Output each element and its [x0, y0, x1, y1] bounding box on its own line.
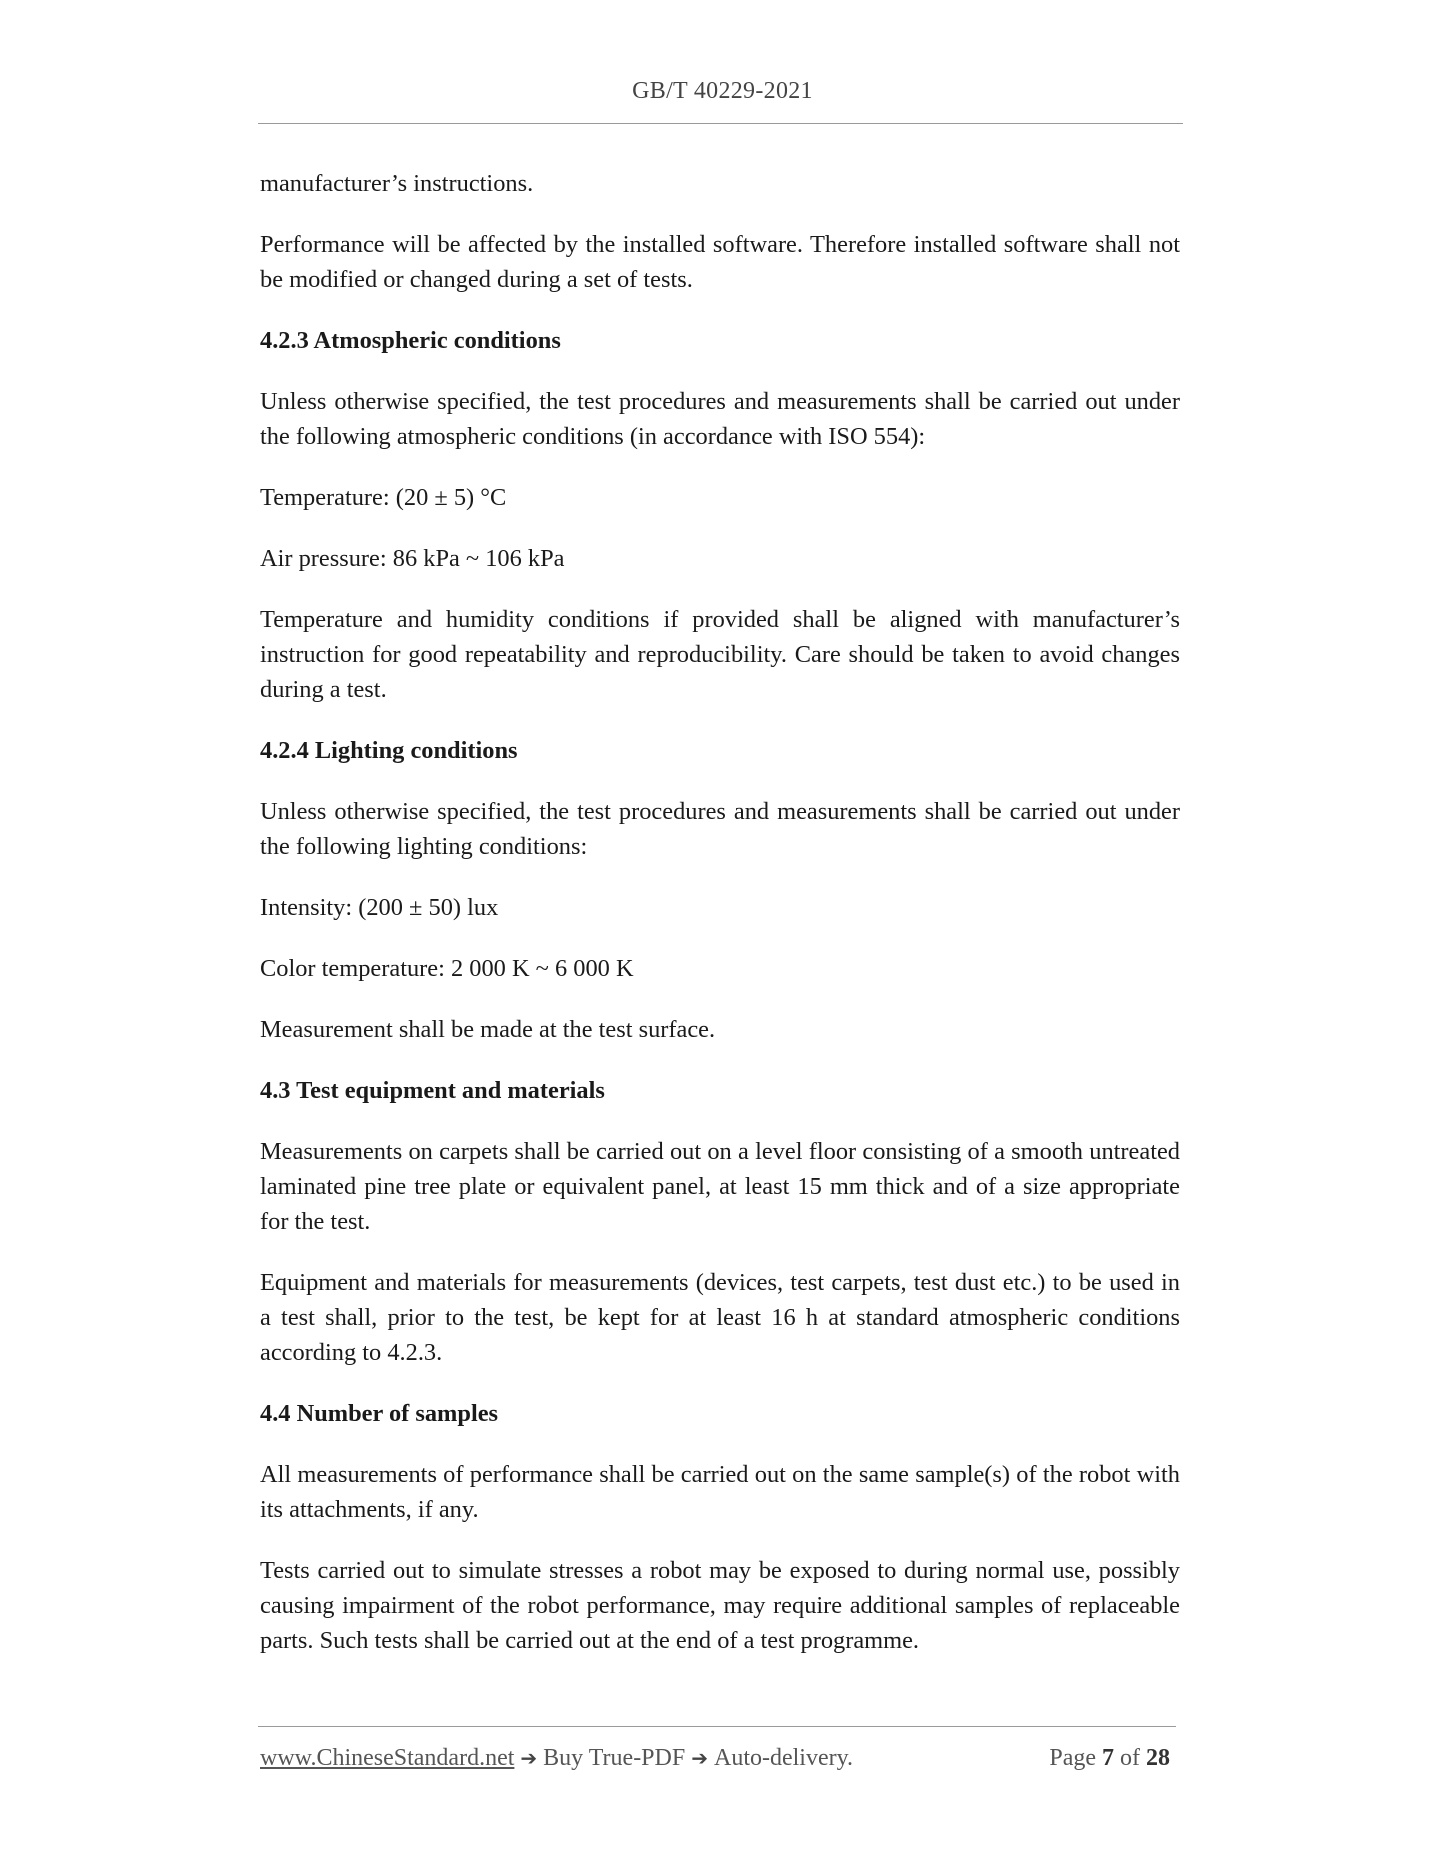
paragraph: Color temperature: 2 000 K ~ 6 000 K [260, 955, 634, 982]
paragraph: Performance will be affected by the installed software. Therefore installed software shall not be modified or changed during a set of tests. [260, 231, 1180, 293]
paragraph: Equipment and materials for measurements (devices, test carpets, test dust etc.) to be used in a test shall, prior to the test, be kept for at least 16 h at standard atmospheric conditions according to 4.2.3. [260, 1269, 1180, 1366]
paragraph: Unless otherwise specified, the test procedures and measurements shall be carried out under the following atmospheric conditions (in accordance with ISO 554): [260, 388, 1180, 450]
paragraph: Measurements on carpets shall be carried out on a level floor consisting of a smooth untreated laminated pine tree plate or equivalent panel, at least 15 mm thick and of a size appropriate for the test. [260, 1138, 1180, 1235]
paragraph: Tests carried out to simulate stresses a robot may be exposed to during normal use, possibly causing impairment of the robot performance, may require additional samples of replaceable parts. Such tests shall be carried out at the end of a test programme. [260, 1557, 1180, 1654]
page-header-title: GB/T 40229-2021 [632, 78, 813, 104]
paragraph: manufacturer’s instructions. [260, 170, 534, 197]
paragraph: Temperature: (20 ± 5) °C [260, 484, 507, 511]
arrow-right-icon: ➔ [691, 1746, 708, 1770]
buy-true-pdf-text: Buy True-PDF [543, 1745, 686, 1771]
footer-promo [260, 1745, 853, 1772]
paragraph: Unless otherwise specified, the test procedures and measurements shall be carried out under the following lighting conditions: [260, 798, 1180, 860]
paragraph: Measurement shall be made at the test surface. [260, 1016, 716, 1043]
page-total: 28 [1146, 1745, 1170, 1771]
auto-delivery-text: Auto-delivery. [713, 1745, 854, 1771]
section-heading-4-4: 4.4 Number of samples [260, 1400, 499, 1427]
paragraph: Air pressure: 86 kPa ~ 106 kPa [260, 545, 565, 572]
footer-divider [258, 1726, 1176, 1727]
section-heading-4-2-4: 4.2.4 Lighting conditions [260, 737, 518, 764]
paragraph: Temperature and humidity conditions if provided shall be aligned with manufacturer’s instruction for good repeatability and reproducibility. Care should be taken to avoid changes during a test. [260, 606, 1180, 703]
paragraph: Intensity: (200 ± 50) lux [260, 894, 499, 921]
header-divider [258, 123, 1183, 124]
website-link[interactable]: www.ChineseStandard.net [260, 1745, 515, 1771]
paragraph: All measurements of performance shall be carried out on the same sample(s) of the robot with its attachments, if any. [260, 1461, 1180, 1523]
page-current: 7 [1102, 1745, 1114, 1771]
document-body [260, 166, 1180, 1684]
section-heading-4-3: 4.3 Test equipment and materials [260, 1077, 605, 1104]
arrow-right-icon: ➔ [520, 1746, 538, 1770]
page-label: Page [1049, 1745, 1096, 1771]
section-heading-4-2-3: 4.2.3 Atmospheric conditions [260, 327, 561, 354]
of-label: of [1120, 1745, 1140, 1771]
page-number [1049, 1745, 1176, 1772]
